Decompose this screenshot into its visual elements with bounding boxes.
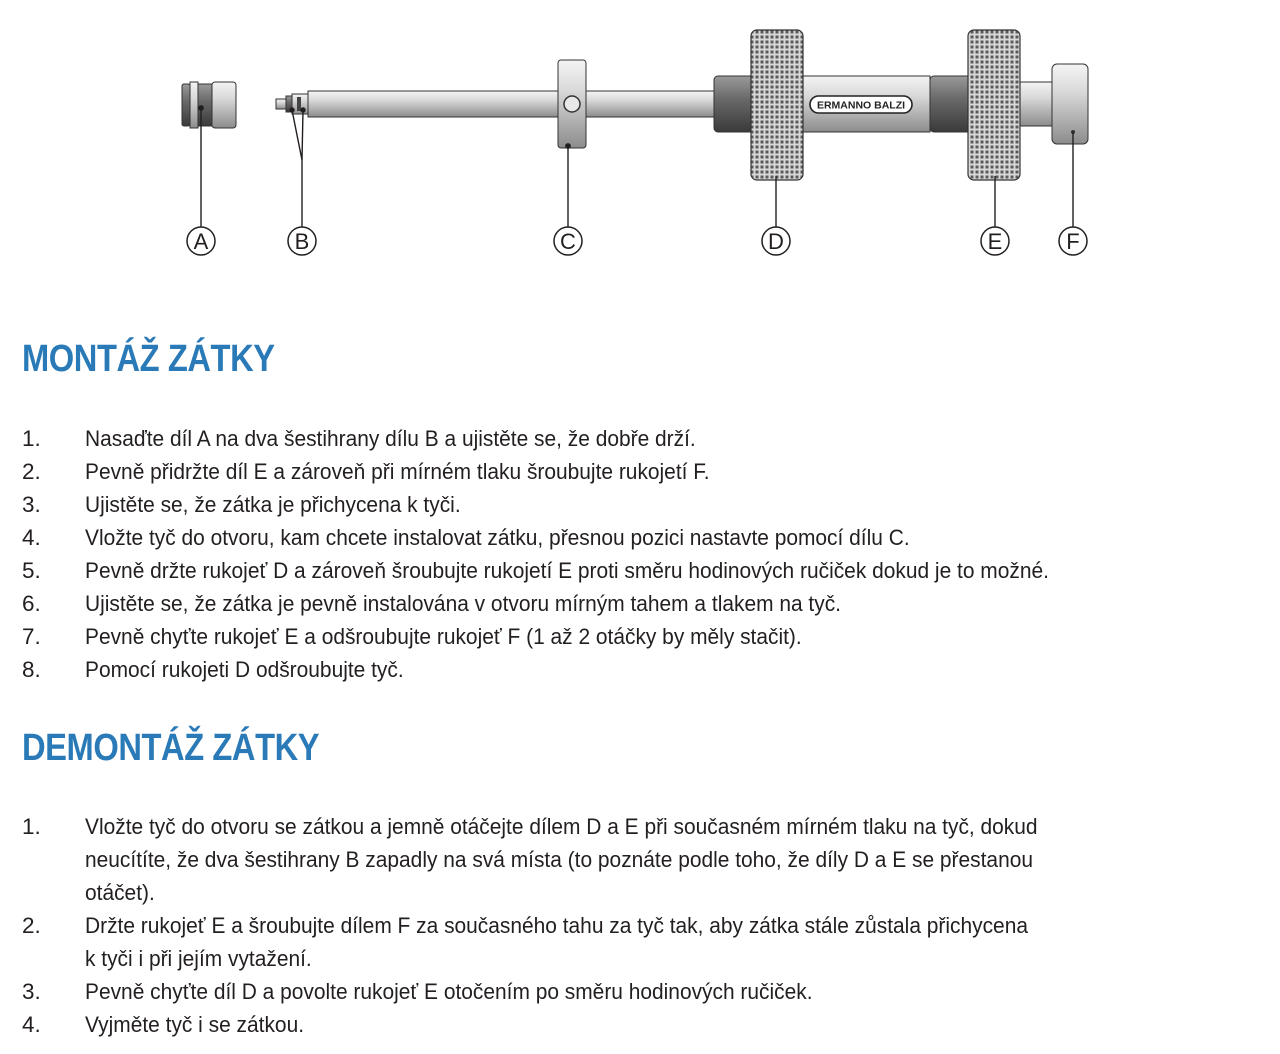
svg-text:ERMANNO BALZI: ERMANNO BALZI [816, 99, 906, 112]
step-item [0, 653, 1245, 686]
step-number: 3. [22, 979, 41, 1004]
step-item [0, 521, 1245, 554]
brand-logo [810, 96, 912, 113]
step-text-line: Vložte tyč do otvoru, kam chcete instalovat zátku, přesnou pozici nastavte pomocí dílu C. [85, 525, 910, 550]
callout-b [288, 227, 316, 255]
step-item [0, 909, 1245, 975]
section-title-removal: DEMONTÁŽ ZÁTKY [22, 727, 320, 769]
step-text-line: Pevně přidržte díl E a zároveň při mírném tlaku šroubujte rukojetí F. [85, 459, 710, 484]
callout-f [1059, 227, 1087, 255]
step-number: 4. [22, 1012, 41, 1037]
svg-text:F: F [1066, 229, 1080, 254]
step-text-line: Pevně chyťte rukojeť E a odšroubujte rukojeť F (1 až 2 otáčky by měly stačit). [85, 624, 802, 649]
part-a-plug [182, 82, 236, 128]
svg-text:D: D [768, 229, 784, 254]
step-item [0, 455, 1245, 488]
svg-text:A: A [193, 229, 209, 254]
step-number: 4. [22, 525, 41, 550]
part-f-end-knob [1052, 64, 1088, 144]
step-number: 8. [22, 657, 41, 682]
step-item [0, 554, 1245, 587]
step-text-line: Pevně držte rukojeť D a zároveň šroubujte rukojetí E proti směru hodinových ručiček dokud je to možné. [85, 558, 1049, 583]
step-text-line: Vyjměte tyč i se zátkou. [85, 1012, 305, 1037]
step-number: 3. [22, 492, 41, 517]
step-number: 1. [22, 426, 41, 451]
body-collar-right [930, 76, 972, 132]
part-e-knurled-handle [968, 30, 1020, 180]
step-number: 6. [22, 591, 41, 616]
step-text-line: Nasaďte díl A na dva šestihrany dílu B a ujistěte se, že dobře drží. [85, 426, 696, 451]
part-d-knurled-handle [751, 30, 803, 180]
step-text-line: otáčet). [85, 880, 155, 905]
tool-diagram [0, 0, 1280, 280]
step-item [0, 587, 1245, 620]
step-item [0, 810, 1245, 909]
part-c-stopper [558, 60, 586, 148]
callout-d [762, 227, 790, 255]
section-title-installation: MONTÁŽ ZÁTKY [22, 338, 275, 380]
step-item [0, 1008, 1245, 1041]
step-text-line: k tyči i při jejím vytažení. [85, 946, 312, 971]
step-item [0, 975, 1245, 1008]
callout-c [554, 227, 582, 255]
removal-steps [0, 810, 1245, 1041]
step-text-line: Držte rukojeť E a šroubujte dílem F za současného tahu za tyč tak, aby zátka stále zůstala přichycena [85, 913, 1028, 938]
step-number: 2. [22, 459, 41, 484]
callout-e [981, 227, 1009, 255]
step-number: 5. [22, 558, 41, 583]
step-text-line: Pomocí rukojeti D odšroubujte tyč. [85, 657, 404, 682]
step-item [0, 488, 1245, 521]
step-item [0, 422, 1245, 455]
body-collar-left [714, 76, 754, 132]
step-number: 2. [22, 913, 41, 938]
step-item [0, 620, 1245, 653]
step-text-line: neucítíte, že dva šestihrany B zapadly na svá místa (to poznáte podle toho, že díly D a E se přestanou [85, 847, 1033, 872]
installation-steps [0, 422, 1245, 686]
step-text-line: Vložte tyč do otvoru se zátkou a jemně otáčejte dílem D a E při současném mírném tlaku na tyč, dokud [85, 814, 1038, 839]
svg-text:B: B [294, 229, 310, 254]
callout-a [187, 227, 215, 255]
step-text-line: Ujistěte se, že zátka je přichycena k tyči. [85, 492, 461, 517]
svg-text:C: C [560, 229, 576, 254]
step-text-line: Ujistěte se, že zátka je pevně instalována v otvoru mírným tahem a tlakem na tyč. [85, 591, 841, 616]
rod [308, 91, 720, 117]
step-number: 7. [22, 624, 41, 649]
step-text-line: Pevně chyťte díl D a povolte rukojeť E otočením po směru hodinových ručiček. [85, 979, 813, 1004]
svg-text:E: E [987, 229, 1003, 254]
step-number: 1. [22, 814, 41, 839]
